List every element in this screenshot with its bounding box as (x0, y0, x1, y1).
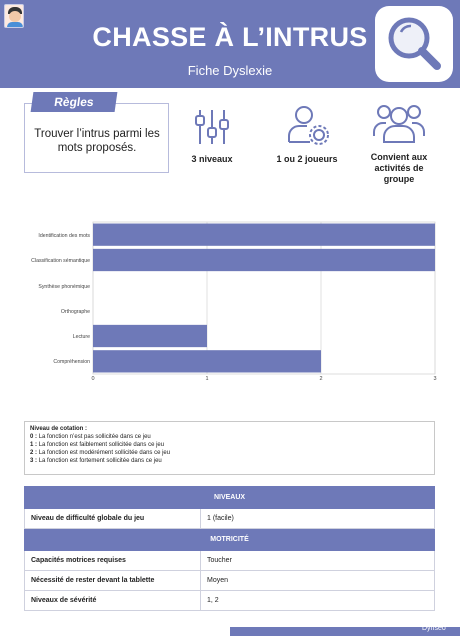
chart-category-label: Compréhension (53, 359, 90, 365)
chart-category-label: Orthographe (60, 309, 90, 315)
bar (93, 224, 435, 246)
row-key: Capacités motrices requises (25, 551, 201, 571)
x-tick-label: 2 (319, 376, 323, 382)
row-key: Niveau de difficulté globale du jeu (25, 509, 201, 529)
niveaux-header: NIVEAUX (25, 487, 435, 509)
legend-item: 1 : La fonction est faiblement sollicitée dans ce jeu (30, 442, 165, 448)
rating-legend (24, 421, 435, 475)
x-tick-label: 1 (205, 376, 209, 382)
row-key: Niveaux de sévérité (25, 591, 201, 611)
table-row (25, 509, 435, 529)
chart-category-label: Classification sémantique (31, 258, 90, 264)
x-tick-label: 0 (91, 376, 95, 382)
table-row (25, 591, 435, 611)
footer-logo: Dynseo (422, 625, 446, 632)
feature-levels-label: 3 niveaux (191, 154, 233, 164)
page-subtitle: Fiche Dyslexie (187, 63, 273, 78)
feature-group-label: Convient aux activités de groupe (370, 152, 428, 184)
row-value: 1, 2 (201, 591, 435, 611)
legend-item: 0 : La fonction n’est pas sollicitée dans ce jeu (30, 434, 151, 440)
row-value: 1 (facile) (201, 509, 435, 529)
bar (93, 325, 207, 347)
legend-item: 2 : La fonction est modérément sollicitée dans ce jeu (30, 450, 171, 456)
bar (93, 350, 321, 372)
page-title: CHASSE À L’INTRUS (92, 22, 368, 52)
chart-category-label: Identification des mots (38, 233, 90, 239)
legend-item: 3 : La fonction est fortement sollicitée dans ce jeu (30, 458, 162, 464)
row-value: Toucher (201, 551, 435, 571)
table-row (25, 571, 435, 591)
chart-category-label: Synthèse phonémique (38, 284, 90, 290)
table-row (25, 551, 435, 571)
feature-players-label: 1 ou 2 joueurs (276, 154, 338, 164)
motricite-header: MOTRICITÉ (25, 529, 435, 551)
bar (93, 249, 435, 271)
info-table (24, 486, 435, 611)
legend-title: Niveau de cotation : (30, 426, 88, 432)
row-key: Nécessité de rester devant la tablette (25, 571, 201, 591)
row-value: Moyen (201, 571, 435, 591)
chart-category-label: Lecture (72, 334, 90, 340)
rules-tag: Règles (31, 92, 118, 112)
rules-text: Trouver l’intrus parmi les mots proposés. (34, 128, 160, 154)
x-tick-label: 3 (433, 376, 437, 382)
